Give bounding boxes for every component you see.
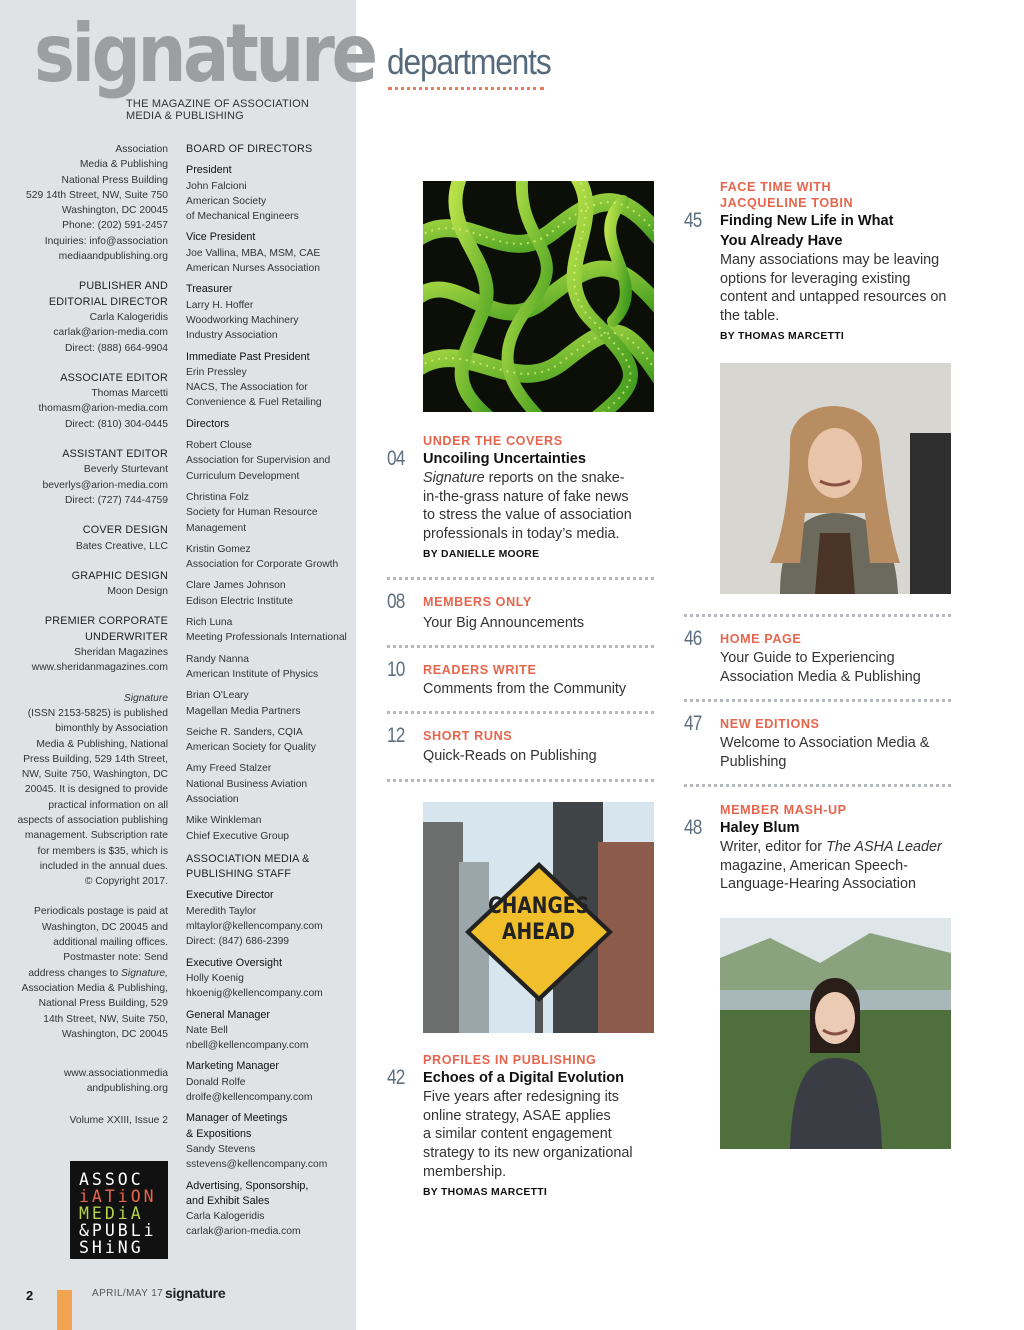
title-underline bbox=[388, 87, 544, 90]
assistant-editor-block: ASSISTANT EDITOR Beverly Sturtevant beverlys@arion-media.com Direct: (727) 744-4759 bbox=[42, 448, 168, 506]
divider bbox=[387, 779, 654, 782]
logo-row: ASSOC bbox=[79, 1170, 144, 1189]
board-director: Amy Freed Stalzer National Business Aviation Association bbox=[186, 763, 308, 805]
divider bbox=[684, 699, 951, 702]
staff-role: Marketing Manager bbox=[186, 1060, 280, 1073]
board-director: Rich Luna Meeting Professionals International bbox=[186, 617, 347, 644]
article-title: Finding New Life in What bbox=[720, 213, 894, 229]
volume-issue: Volume XXIII, Issue 2 bbox=[69, 1114, 168, 1126]
officer-role: Immediate Past President bbox=[186, 350, 310, 363]
postage-block: Periodicals postage is paid at Washington, DC 20045 and additional mailing offices. Postmaster note: Send address changes to Signature, Association Media & Publishing, National Press Building, 529 14th Street, NW, Suite 750, Washington, DC 20045 bbox=[21, 906, 168, 1040]
masthead-right-column: BOARD OF DIRECTORS President John Falcioni American Society of Mechanical Engineers Vice President Joe Vallina, MBA, MSM, CAE American Nurses Association Treasurer Larry H. Hoffer Woodworking Machinery Industry Association Immediate Past President Erin Pressley NACS, The Association for Convenience & Fuel Retailing Directors Robert Clouse Association for Supervision and Curriculum Development Christina Folz Society for Human Resource Management Kristin Gomez Association for Corporate Growth Clare James Johnson Edison Electric Institute Rich Luna Meeting Professionals International Randy Nanna American Institute of Physics Brian O'Leary Magellan Media Partners Seiche R. Sanders, CQIA American Society for Quality Amy Freed Stalzer National Business Aviation Association Mike Winkleman Chief Executive Group ASSOCIATION MEDIA & PUBLISHING STAFF Executive Director Meredith Taylor mltaylor@kellencompany.com Direct: (847) 686-2399 Executive Oversight Holly Koenig hkoenig@kellencompany.com General Manager Nate Bell nbell@kellencompany.com Marketing Manager Donald Rolfe drolfe@kellencompany.com Manager of Meetings & Expositions Sandy Stevens sstevens@kellencompany.com Advertising, Sponsorship, and Exhibit Sales Carla Kalogeridis carlak@arion-media.com bbox=[186, 142, 354, 1246]
section-label: UNDER THE COVERS bbox=[423, 434, 563, 448]
website-link[interactable]: www.associationmedia andpublishing.org bbox=[63, 1068, 168, 1095]
entry-04-under-the-covers[interactable]: 04 UNDER THE COVERS Uncoiling Uncertainties Signature reports on the snake- in-the-grass nature of fake news to stress the value of association professionals in today’s media. BY DANIELLE MOORE bbox=[387, 433, 667, 560]
board-officer: President John Falcioni American Society of Mechanical Engineers bbox=[186, 163, 354, 224]
logo-row: SHiNG bbox=[79, 1238, 144, 1257]
changes-ahead-image bbox=[423, 802, 654, 1033]
underwriter-block: PREMIER CORPORATE UNDERWRITER Sheridan Magazines www.sheridanmagazines.com bbox=[31, 615, 168, 674]
page-number: 2 bbox=[26, 1288, 34, 1303]
section-label: MEMBER MASH-UP bbox=[720, 803, 847, 817]
officer-role: Treasurer bbox=[186, 283, 233, 296]
logo-tagline: THE MAGAZINE OF ASSOCIATION MEDIA & PUBLISHING bbox=[126, 98, 310, 122]
staff-role: Advertising, Sponsorship, bbox=[186, 1179, 309, 1192]
issue-date: APRIL/MAY 17 bbox=[92, 1288, 164, 1299]
staff-member: General Manager Nate Bell nbell@kellencompany.com bbox=[186, 1008, 354, 1054]
divider bbox=[684, 784, 951, 787]
cover-snake-image bbox=[423, 181, 654, 412]
signature-logo: signature bbox=[34, 7, 375, 100]
section-label: FACE TIME WITH bbox=[720, 180, 832, 194]
entry-10-readers-write[interactable]: 10 READERS WRITE Comments from the Community bbox=[387, 662, 667, 699]
staff-member: Executive Oversight Holly Koenig hkoenig@kellencompany.com bbox=[186, 956, 354, 1002]
officer-role: President bbox=[186, 164, 232, 177]
page-ref: 47 bbox=[684, 712, 702, 735]
article-title: Haley Blum bbox=[720, 820, 800, 836]
staff-member: Executive Director Meredith Taylor mltaylor@kellencompany.com Direct: (847) 686-2399 bbox=[186, 888, 354, 949]
staff-role: Executive Director bbox=[186, 889, 274, 902]
associate-editor-block: ASSOCIATE EDITOR Thomas Marcetti thomasm@arion-media.com Direct: (810) 304-0445 bbox=[38, 371, 168, 430]
footer-accent-bar bbox=[57, 1290, 72, 1330]
board-director: Robert Clouse Association for Supervision and Curriculum Development bbox=[186, 440, 331, 482]
article-title: Echoes of a Digital Evolution bbox=[423, 1070, 625, 1086]
page-ref: 48 bbox=[684, 816, 702, 839]
byline: BY DANIELLE MOORE bbox=[423, 548, 540, 560]
entry-45-face-time[interactable]: 45 FACE TIME WITH JACQUELINE TOBIN Finding New Life in What You Already Have Many associations may be leaving options for leveraging existing content and untapped resources on the table. BY THOMAS MARCETTI bbox=[684, 179, 974, 342]
haley-blum-photo bbox=[720, 918, 951, 1149]
directors-heading: Directors bbox=[186, 417, 230, 430]
entry-47-new-editions[interactable]: 47 NEW EDITIONS Welcome to Association Media & Publishing bbox=[684, 716, 974, 771]
board-officer: Vice President Joe Vallina, MBA, MSM, CAE American Nurses Association bbox=[186, 230, 354, 276]
graphic-design-block: GRAPHIC DESIGN Moon Design bbox=[71, 569, 168, 598]
staff-role: and Exhibit Sales bbox=[186, 1194, 270, 1207]
staff-role: Manager of Meetings bbox=[186, 1112, 288, 1125]
divider bbox=[387, 711, 654, 714]
logo-row: MEDiA bbox=[79, 1204, 144, 1223]
board-director: Christina Folz Society for Human Resource Management bbox=[186, 491, 318, 534]
page-ref: 46 bbox=[684, 627, 702, 650]
section-label: READERS WRITE bbox=[423, 663, 537, 677]
section-label: NEW EDITIONS bbox=[720, 717, 820, 731]
page-ref: 42 bbox=[387, 1066, 405, 1089]
staff-role: General Manager bbox=[186, 1008, 271, 1021]
portrait-illustration bbox=[720, 918, 951, 1149]
page-title: departments bbox=[387, 41, 551, 82]
legal-block: Signature (ISSN 2153-5825) is published bimonthly by Association Media & Publishing, National Press Building, 529 14th Street, NW, Suite 750, Washington, DC 20045. It is designed to provide practical information on all aspects of association publishing management. Subscription rate for members is $35, which is included in the annual dues. © Copyright 2017. bbox=[17, 692, 168, 888]
staff-role: Executive Oversight bbox=[186, 956, 283, 969]
article-title: Uncoiling Uncertainties bbox=[423, 451, 586, 467]
staff-member: Manager of Meetings & Expositions Sandy Stevens sstevens@kellencompany.com bbox=[186, 1111, 354, 1172]
board-officer: Treasurer Larry H. Hoffer Woodworking Machinery Industry Association bbox=[186, 282, 354, 343]
association-media-publishing-logo bbox=[70, 1161, 168, 1259]
logo-row: &PUBLi bbox=[79, 1221, 157, 1240]
board-director: Clare James Johnson Edison Electric Institute bbox=[186, 580, 294, 607]
page-ref: 45 bbox=[684, 209, 702, 232]
portrait-illustration bbox=[720, 363, 951, 594]
staff-member: Advertising, Sponsorship, and Exhibit Sales Carla Kalogeridis carlak@arion-media.com bbox=[186, 1179, 354, 1240]
divider bbox=[684, 614, 951, 617]
masthead-left-column bbox=[8, 142, 168, 1144]
byline: BY THOMAS MARCETTI bbox=[423, 1186, 548, 1198]
page-ref: 12 bbox=[387, 724, 405, 747]
sign-text: CHANGES AHEAD bbox=[487, 894, 590, 945]
section-label: MEMBERS ONLY bbox=[423, 595, 532, 609]
officer-role: Vice President bbox=[186, 231, 256, 244]
staff-role: & Expositions bbox=[186, 1127, 252, 1140]
entry-48-member-mash-up[interactable]: 48 MEMBER MASH-UP Haley Blum Writer, editor for The ASHA Leader magazine, American Speech- Language-Hearing Association bbox=[684, 802, 974, 894]
board-director: Brian O'Leary Magellan Media Partners bbox=[186, 690, 301, 717]
board-officer: Immediate Past President Erin Pressley NACS, The Association for Convenience & Fuel Retailing bbox=[186, 350, 354, 411]
staff-member: Marketing Manager Donald Rolfe drolfe@kellencompany.com bbox=[186, 1059, 354, 1105]
publisher-block: PUBLISHER AND EDITORIAL DIRECTOR Carla Kalogeridis carlak@arion-media.com Direct: (888) 664-9904 bbox=[48, 280, 168, 354]
page-ref: 04 bbox=[387, 447, 405, 470]
entry-42-profiles-in-publishing[interactable]: 42 PROFILES IN PUBLISHING Echoes of a Digital Evolution Five years after redesigning its online strategy, ASAE applies a similar content engagement strategy to its new organizational membership. BY THOMAS MARCETTI bbox=[387, 1052, 667, 1198]
board-director: Mike Winkleman Chief Executive Group bbox=[186, 815, 290, 842]
page-ref: 08 bbox=[387, 590, 405, 613]
byline: BY THOMAS MARCETTI bbox=[720, 330, 845, 342]
staff-heading: ASSOCIATION MEDIA & bbox=[186, 852, 310, 865]
address-block: Association Media & Publishing National Press Building 529 14th Street, NW, Suite 750 Washington, DC 20045 Phone: (202) 591-2457 Inquiries: info@association mediaandpublishing.org bbox=[26, 144, 168, 263]
entry-46-home-page[interactable]: 46 HOME PAGE Your Guide to Experiencing Association Media & Publishing bbox=[684, 631, 974, 686]
footer-magazine-name: signature bbox=[165, 1285, 226, 1301]
entry-08-members-only[interactable]: 08 MEMBERS ONLY Your Big Announcements bbox=[387, 594, 667, 633]
logo-row: iATiON bbox=[79, 1187, 157, 1206]
snake-illustration bbox=[423, 181, 654, 412]
board-director: Kristin Gomez Association for Corporate Growth bbox=[186, 543, 339, 571]
board-director: Randy Nanna American Institute of Physics bbox=[186, 653, 319, 680]
section-label: HOME PAGE bbox=[720, 632, 802, 646]
board-heading: BOARD OF DIRECTORS bbox=[186, 143, 313, 155]
section-label: SHORT RUNS bbox=[423, 729, 513, 743]
cover-design-block: COVER DESIGN Bates Creative, LLC bbox=[75, 524, 168, 552]
divider bbox=[387, 645, 654, 648]
board-director: Seiche R. Sanders, CQIA American Society for Quality bbox=[186, 726, 316, 754]
page-ref: 10 bbox=[387, 658, 405, 681]
masthead-sidebar bbox=[0, 0, 375, 1330]
entry-12-short-runs[interactable]: 12 SHORT RUNS Quick-Reads on Publishing bbox=[387, 728, 667, 766]
jacqueline-tobin-photo bbox=[720, 363, 951, 594]
section-label: PROFILES IN PUBLISHING bbox=[423, 1053, 597, 1067]
divider bbox=[387, 577, 654, 580]
